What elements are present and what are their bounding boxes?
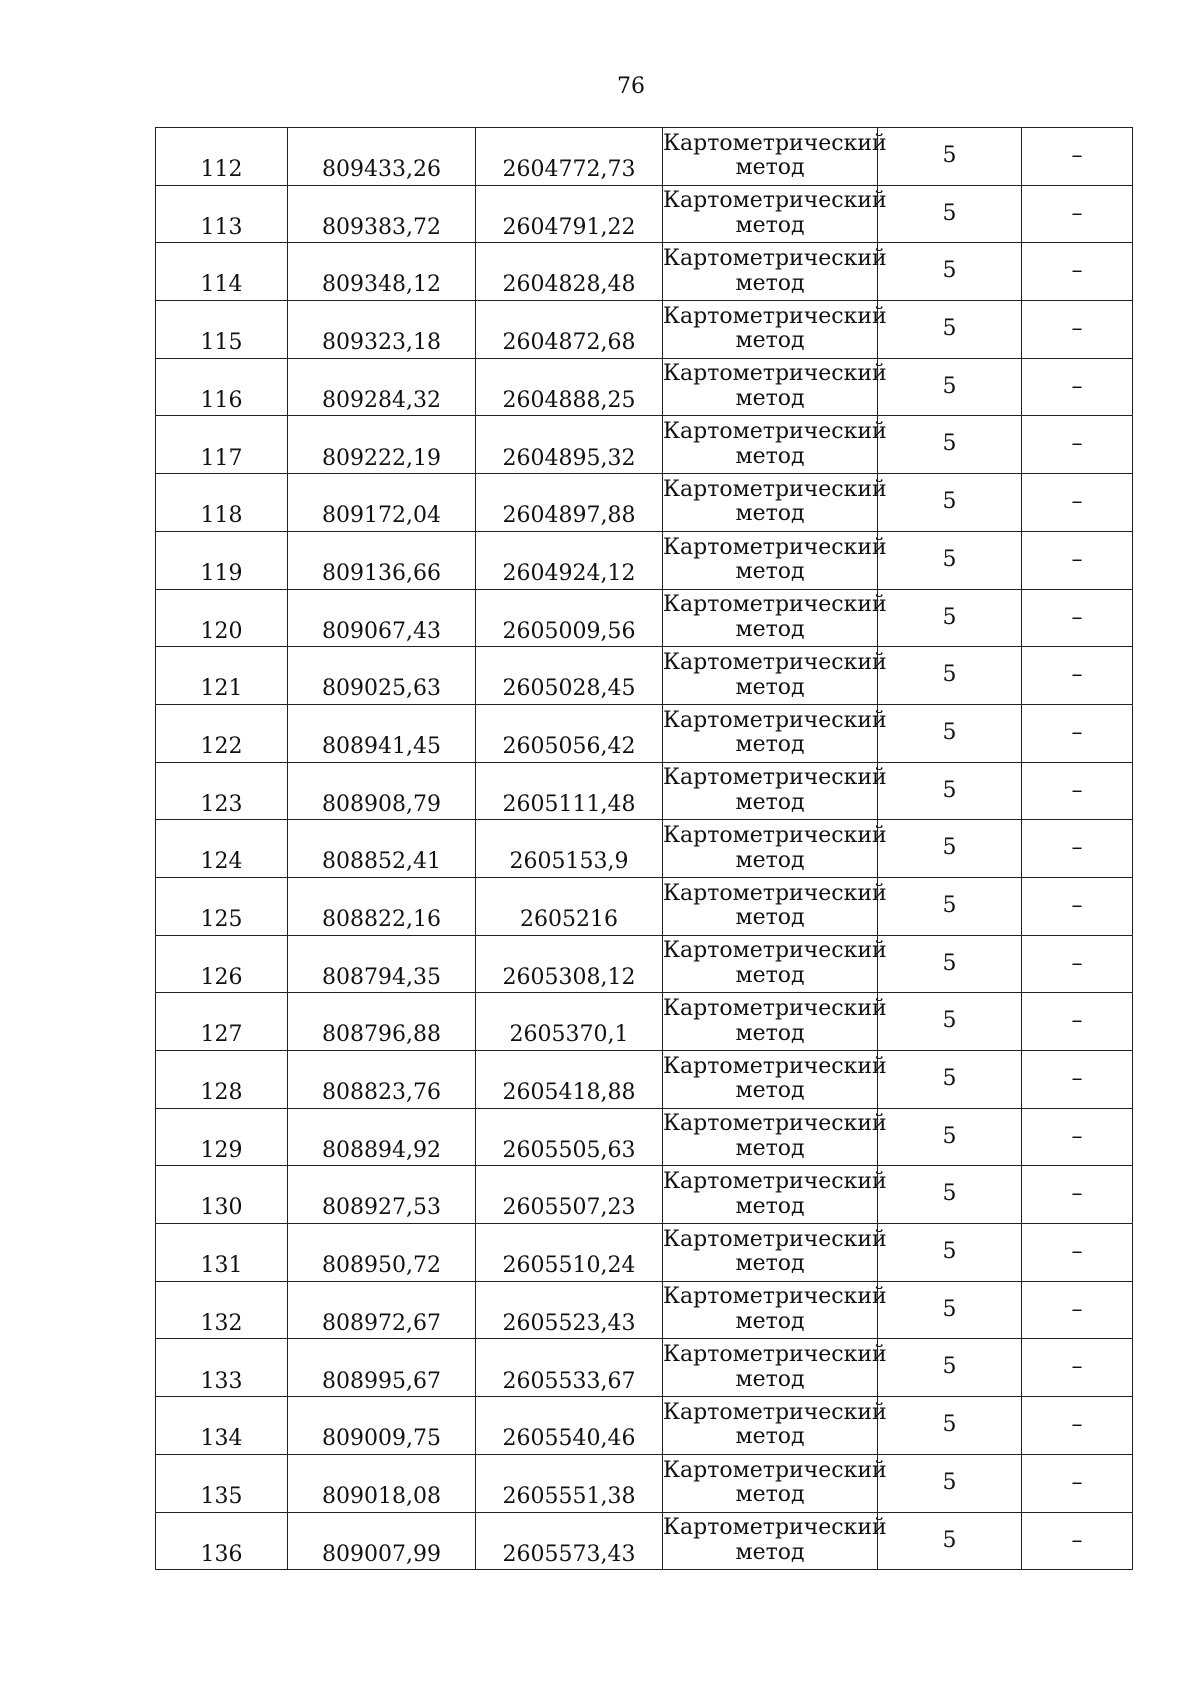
point-number-cell: 134: [156, 1397, 288, 1455]
x-coordinate-cell: 809433,26: [288, 128, 476, 186]
x-coordinate-cell: 809007,99: [288, 1512, 476, 1570]
table-row: [156, 358, 1133, 416]
method-cell: [663, 358, 887, 416]
accuracy-cell: 5: [878, 474, 1022, 532]
note-cell: –: [1022, 185, 1133, 243]
y-coordinate-cell: 2605507,23: [476, 1166, 663, 1224]
method-line-2: метод: [735, 789, 805, 815]
accuracy-cell: 5: [878, 301, 1022, 359]
table-row: [156, 1454, 1133, 1512]
y-coordinate-cell: 2605573,43: [476, 1512, 663, 1570]
y-coordinate-cell: 2604791,22: [476, 185, 663, 243]
table-body: [156, 128, 1133, 1570]
x-coordinate-cell: 809348,12: [288, 243, 476, 301]
accuracy-cell: 5: [878, 1224, 1022, 1282]
accuracy-cell: 5: [878, 1339, 1022, 1397]
note-cell: –: [1022, 1166, 1133, 1224]
method-cell: [663, 128, 887, 186]
x-coordinate-cell: 808972,67: [288, 1281, 476, 1339]
y-coordinate-cell: 2604924,12: [476, 531, 663, 589]
note-cell: –: [1022, 647, 1133, 705]
y-coordinate-cell: 2605111,48: [476, 762, 663, 820]
point-number-cell: 116: [156, 358, 288, 416]
method-line-2: метод: [735, 559, 805, 585]
table-row: [156, 1108, 1133, 1166]
x-coordinate-cell: 808941,45: [288, 704, 476, 762]
method-line-2: метод: [735, 270, 805, 296]
table-row: [156, 993, 1133, 1051]
x-coordinate-cell: 808927,53: [288, 1166, 476, 1224]
note-cell: –: [1022, 935, 1133, 993]
x-coordinate-cell: 808796,88: [288, 993, 476, 1051]
table-row: [156, 704, 1133, 762]
x-coordinate-cell: 808794,35: [288, 935, 476, 993]
method-line-2: метод: [735, 1539, 805, 1565]
method-line-2: метод: [735, 1078, 805, 1104]
point-number-cell: 123: [156, 762, 288, 820]
x-coordinate-cell: 809323,18: [288, 301, 476, 359]
x-coordinate-cell: 809172,04: [288, 474, 476, 532]
note-cell: –: [1022, 820, 1133, 878]
method-line-1: Картометрический: [663, 1457, 887, 1483]
table-row: [156, 877, 1133, 935]
x-coordinate-cell: 809018,08: [288, 1454, 476, 1512]
table-row: [156, 185, 1133, 243]
method-cell: [663, 531, 887, 589]
method-line-2: метод: [735, 674, 805, 700]
method-cell: [663, 474, 887, 532]
method-line-1: Картометрический: [663, 1111, 887, 1137]
accuracy-cell: 5: [878, 935, 1022, 993]
table-row: [156, 1281, 1133, 1339]
method-line-1: Картометрический: [663, 476, 887, 502]
method-cell: [663, 1512, 887, 1570]
table-row: [156, 820, 1133, 878]
method-line-1: Картометрический: [663, 822, 887, 848]
method-line-1: Картометрический: [663, 130, 887, 156]
table-row: [156, 589, 1133, 647]
table-row: [156, 301, 1133, 359]
point-number-cell: 135: [156, 1454, 288, 1512]
table-row: [156, 1339, 1133, 1397]
method-line-2: метод: [735, 1309, 805, 1335]
method-line-1: Картометрический: [663, 1226, 887, 1252]
x-coordinate-cell: 808823,76: [288, 1051, 476, 1109]
point-number-cell: 113: [156, 185, 288, 243]
method-line-2: метод: [735, 1366, 805, 1392]
y-coordinate-cell: 2605216: [476, 877, 663, 935]
method-line-2: метод: [735, 1193, 805, 1219]
method-line-2: метод: [735, 732, 805, 758]
point-number-cell: 119: [156, 531, 288, 589]
point-number-cell: 131: [156, 1224, 288, 1282]
method-cell: [663, 243, 887, 301]
y-coordinate-cell: 2605028,45: [476, 647, 663, 705]
note-cell: –: [1022, 416, 1133, 474]
y-coordinate-cell: 2605540,46: [476, 1397, 663, 1455]
y-coordinate-cell: 2605505,63: [476, 1108, 663, 1166]
table-row: [156, 1397, 1133, 1455]
method-line-2: метод: [735, 443, 805, 469]
method-line-2: метод: [735, 962, 805, 988]
method-line-1: Картометрический: [663, 707, 887, 733]
method-line-1: Картометрический: [663, 1053, 887, 1079]
accuracy-cell: 5: [878, 416, 1022, 474]
accuracy-cell: 5: [878, 1108, 1022, 1166]
note-cell: –: [1022, 704, 1133, 762]
y-coordinate-cell: 2605009,56: [476, 589, 663, 647]
method-line-1: Картометрический: [663, 649, 887, 675]
method-line-1: Картометрический: [663, 246, 887, 272]
method-line-1: Картометрический: [663, 1342, 887, 1368]
method-line-1: Картометрический: [663, 996, 887, 1022]
x-coordinate-cell: 809136,66: [288, 531, 476, 589]
y-coordinate-cell: 2605523,43: [476, 1281, 663, 1339]
method-line-1: Картометрический: [663, 534, 887, 560]
method-line-2: метод: [735, 1136, 805, 1162]
y-coordinate-cell: 2605418,88: [476, 1051, 663, 1109]
x-coordinate-cell: 809009,75: [288, 1397, 476, 1455]
method-cell: [663, 301, 887, 359]
table-row: [156, 935, 1133, 993]
method-cell: [663, 935, 887, 993]
method-cell: [663, 416, 887, 474]
y-coordinate-cell: 2605056,42: [476, 704, 663, 762]
point-number-cell: 127: [156, 993, 288, 1051]
point-number-cell: 117: [156, 416, 288, 474]
y-coordinate-cell: 2605153,9: [476, 820, 663, 878]
coordinates-table: [155, 127, 1133, 1570]
point-number-cell: 120: [156, 589, 288, 647]
method-line-1: Картометрический: [663, 592, 887, 618]
x-coordinate-cell: 808908,79: [288, 762, 476, 820]
table-row: [156, 647, 1133, 705]
y-coordinate-cell: 2604888,25: [476, 358, 663, 416]
method-line-1: Картометрический: [663, 188, 887, 214]
note-cell: –: [1022, 531, 1133, 589]
point-number-cell: 125: [156, 877, 288, 935]
y-coordinate-cell: 2605370,1: [476, 993, 663, 1051]
accuracy-cell: 5: [878, 1512, 1022, 1570]
note-cell: –: [1022, 1051, 1133, 1109]
note-cell: –: [1022, 128, 1133, 186]
table-row: [156, 1051, 1133, 1109]
note-cell: –: [1022, 1397, 1133, 1455]
point-number-cell: 132: [156, 1281, 288, 1339]
x-coordinate-cell: 809284,32: [288, 358, 476, 416]
y-coordinate-cell: 2605308,12: [476, 935, 663, 993]
method-cell: [663, 1224, 887, 1282]
y-coordinate-cell: 2604872,68: [476, 301, 663, 359]
method-line-1: Картометрический: [663, 419, 887, 445]
note-cell: –: [1022, 301, 1133, 359]
point-number-cell: 124: [156, 820, 288, 878]
accuracy-cell: 5: [878, 128, 1022, 186]
point-number-cell: 128: [156, 1051, 288, 1109]
accuracy-cell: 5: [878, 1051, 1022, 1109]
method-cell: [663, 647, 887, 705]
point-number-cell: 118: [156, 474, 288, 532]
method-cell: [663, 993, 887, 1051]
y-coordinate-cell: 2605551,38: [476, 1454, 663, 1512]
table-row: [156, 474, 1133, 532]
point-number-cell: 126: [156, 935, 288, 993]
method-line-2: метод: [735, 616, 805, 642]
method-line-2: метод: [735, 386, 805, 412]
table-row: [156, 531, 1133, 589]
note-cell: –: [1022, 589, 1133, 647]
x-coordinate-cell: 808852,41: [288, 820, 476, 878]
accuracy-cell: 5: [878, 993, 1022, 1051]
accuracy-cell: 5: [878, 1397, 1022, 1455]
method-line-2: метод: [735, 1482, 805, 1508]
method-line-2: метод: [735, 1020, 805, 1046]
method-line-1: Картометрический: [663, 938, 887, 964]
method-cell: [663, 1108, 887, 1166]
note-cell: –: [1022, 474, 1133, 532]
method-line-2: метод: [735, 847, 805, 873]
point-number-cell: 112: [156, 128, 288, 186]
method-cell: [663, 185, 887, 243]
point-number-cell: 121: [156, 647, 288, 705]
point-number-cell: 133: [156, 1339, 288, 1397]
table-row: [156, 243, 1133, 301]
point-number-cell: 130: [156, 1166, 288, 1224]
point-number-cell: 129: [156, 1108, 288, 1166]
method-line-1: Картометрический: [663, 303, 887, 329]
method-cell: [663, 1166, 887, 1224]
method-cell: [663, 762, 887, 820]
table-row: [156, 762, 1133, 820]
accuracy-cell: 5: [878, 243, 1022, 301]
method-cell: [663, 589, 887, 647]
method-line-2: метод: [735, 155, 805, 181]
y-coordinate-cell: 2604772,73: [476, 128, 663, 186]
note-cell: –: [1022, 1454, 1133, 1512]
x-coordinate-cell: 809025,63: [288, 647, 476, 705]
point-number-cell: 114: [156, 243, 288, 301]
note-cell: –: [1022, 762, 1133, 820]
method-line-2: метод: [735, 1251, 805, 1277]
accuracy-cell: 5: [878, 1166, 1022, 1224]
method-cell: [663, 1281, 887, 1339]
accuracy-cell: 5: [878, 877, 1022, 935]
method-line-2: метод: [735, 328, 805, 354]
accuracy-cell: 5: [878, 704, 1022, 762]
method-line-1: Картометрический: [663, 1399, 887, 1425]
table-row: [156, 416, 1133, 474]
y-coordinate-cell: 2604895,32: [476, 416, 663, 474]
method-line-2: метод: [735, 501, 805, 527]
note-cell: –: [1022, 877, 1133, 935]
accuracy-cell: 5: [878, 185, 1022, 243]
table-row: [156, 1166, 1133, 1224]
x-coordinate-cell: 808894,92: [288, 1108, 476, 1166]
x-coordinate-cell: 808995,67: [288, 1339, 476, 1397]
table-row: [156, 1224, 1133, 1282]
note-cell: –: [1022, 1108, 1133, 1166]
note-cell: –: [1022, 1281, 1133, 1339]
method-cell: [663, 704, 887, 762]
note-cell: –: [1022, 1224, 1133, 1282]
accuracy-cell: 5: [878, 820, 1022, 878]
y-coordinate-cell: 2605510,24: [476, 1224, 663, 1282]
note-cell: –: [1022, 1512, 1133, 1570]
page-number: 76: [617, 74, 645, 99]
note-cell: –: [1022, 243, 1133, 301]
accuracy-cell: 5: [878, 531, 1022, 589]
x-coordinate-cell: 809067,43: [288, 589, 476, 647]
method-line-1: Картометрический: [663, 1284, 887, 1310]
y-coordinate-cell: 2604828,48: [476, 243, 663, 301]
point-number-cell: 122: [156, 704, 288, 762]
method-line-2: метод: [735, 905, 805, 931]
accuracy-cell: 5: [878, 1281, 1022, 1339]
note-cell: –: [1022, 358, 1133, 416]
method-line-1: Картометрический: [663, 765, 887, 791]
method-cell: [663, 820, 887, 878]
accuracy-cell: 5: [878, 762, 1022, 820]
method-cell: [663, 1051, 887, 1109]
method-line-1: Картометрический: [663, 1515, 887, 1541]
accuracy-cell: 5: [878, 358, 1022, 416]
accuracy-cell: 5: [878, 589, 1022, 647]
method-line-1: Картометрический: [663, 1169, 887, 1195]
x-coordinate-cell: 808950,72: [288, 1224, 476, 1282]
method-line-1: Картометрический: [663, 880, 887, 906]
method-line-1: Картометрический: [663, 361, 887, 387]
point-number-cell: 115: [156, 301, 288, 359]
note-cell: –: [1022, 1339, 1133, 1397]
x-coordinate-cell: 809222,19: [288, 416, 476, 474]
note-cell: –: [1022, 993, 1133, 1051]
table-row: [156, 1512, 1133, 1570]
method-cell: [663, 1339, 887, 1397]
x-coordinate-cell: 808822,16: [288, 877, 476, 935]
method-cell: [663, 1397, 887, 1455]
method-cell: [663, 877, 887, 935]
accuracy-cell: 5: [878, 647, 1022, 705]
y-coordinate-cell: 2605533,67: [476, 1339, 663, 1397]
accuracy-cell: 5: [878, 1454, 1022, 1512]
method-cell: [663, 1454, 887, 1512]
y-coordinate-cell: 2604897,88: [476, 474, 663, 532]
method-line-2: метод: [735, 213, 805, 239]
point-number-cell: 136: [156, 1512, 288, 1570]
table-row: [156, 128, 1133, 186]
x-coordinate-cell: 809383,72: [288, 185, 476, 243]
method-line-2: метод: [735, 1424, 805, 1450]
